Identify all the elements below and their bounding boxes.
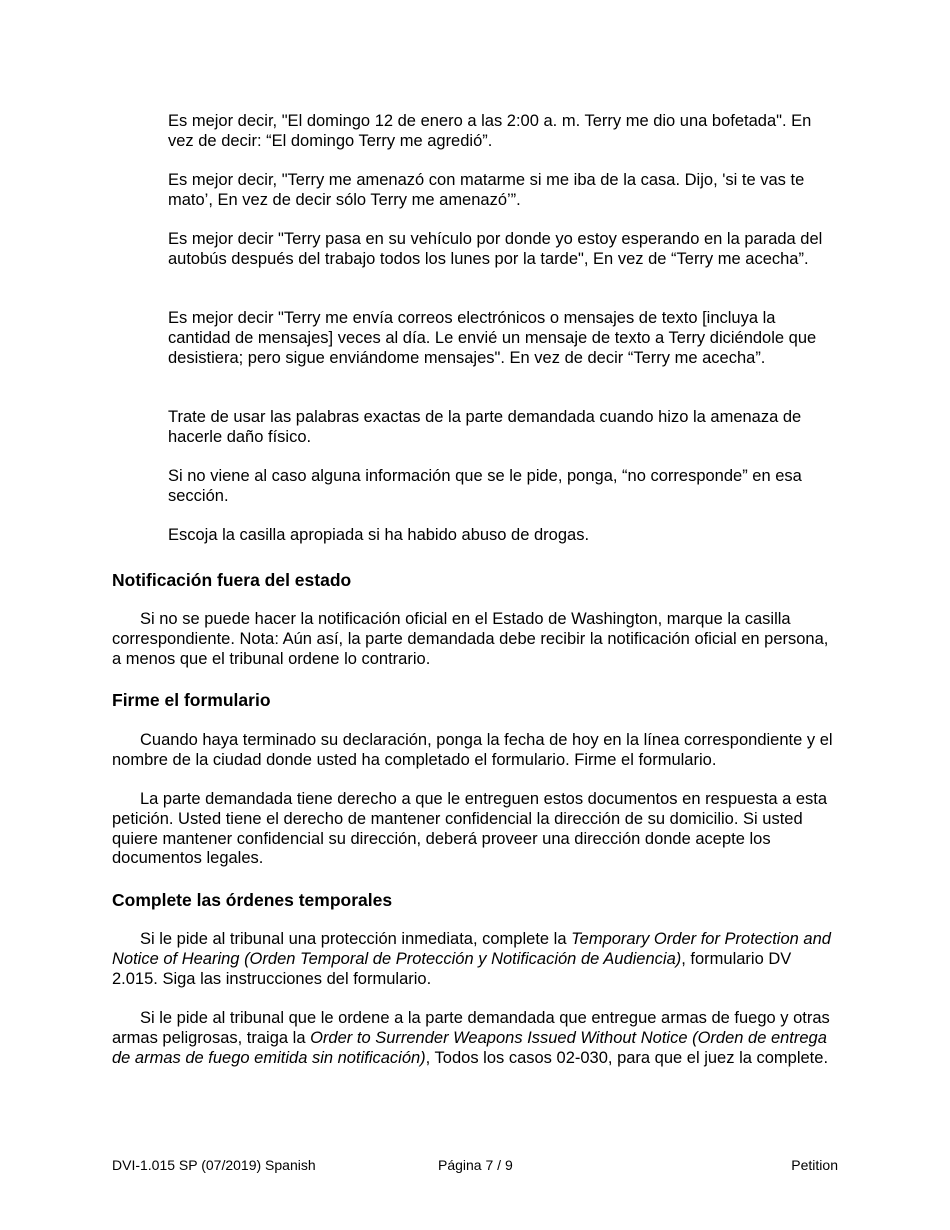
example-paragraph: Es mejor decir "Terry me envía correos electrónicos o mensajes de texto [incluya la cantidad de mensajes] veces al día. Le envié un mensaje de texto a Terry diciéndole que desistiera; pero sigue enviándome mensajes". En vez de decir “Terry me acecha”.	[168, 309, 817, 367]
temporary-order-paragraph-2: Si le pide al tribunal que le ordene a la parte demandada que entregue armas de fuego y otras armas peligrosas, traiga la Order to Surrender Weapons Issued Without Notice (Orden de entrega de armas de fuego emitida sin notificación), Todos los casos 02-030, para que el juez la complete.	[112, 1009, 830, 1067]
sign-paragraph-2: La parte demandada tiene derecho a que le entreguen estos documentos en respuesta a esta petición. Usted tiene el derecho de mantener confidencial la dirección de su domicilio. Si usted quiere mantener confidencial su dirección, deberá proveer una dirección donde acepte los documentos legales.	[112, 790, 828, 868]
instruction-paragraph: Trate de usar las palabras exactas de la parte demandada cuando hizo la amenaza de hacerle daño físico.	[168, 408, 802, 446]
instruction-paragraph: Escoja la casilla apropiada si ha habido abuso de drogas.	[168, 526, 590, 544]
section-heading-out-of-state: Notificación fuera del estado	[112, 570, 352, 590]
instruction-paragraph: Si no viene al caso alguna información que se le pide, ponga, “no corresponde” en esa sección.	[168, 467, 802, 505]
sign-paragraph-1: Cuando haya terminado su declaración, ponga la fecha de hoy en la línea correspondiente y el nombre de la ciudad donde usted ha completado el formulario. Firme el formulario.	[112, 731, 833, 769]
footer-page-number: Página 7 / 9	[438, 1157, 513, 1173]
out-of-state-paragraph: Si no se puede hacer la notificación oficial en el Estado de Washington, marque la casilla correspondiente. Nota: Aún así, la parte demandada debe recibir la notificación oficial en persona, a menos que el tribunal ordene lo contrario.	[112, 610, 829, 668]
form-title-surrender-weapons: Order to Surrender Weapons Issued Without Notice (Orden de entrega de armas de fuego emitida sin notificación)	[112, 1028, 827, 1067]
section-heading-sign: Firme el formulario	[112, 690, 271, 710]
example-paragraph: Es mejor decir, "Terry me amenazó con matarme si me iba de la casa. Dijo, 'si te vas te mato’, En vez de decir sólo Terry me amenazó’”.	[168, 171, 805, 209]
example-paragraph: Es mejor decir, "El domingo 12 de enero a las 2:00 a. m. Terry me dio una bofetada". En vez de decir: “El domingo Terry me agredió”.	[168, 112, 812, 150]
temporary-order-paragraph-1: Si le pide al tribunal una protección inmediata, complete la Temporary Order for Protection and Notice of Hearing (Orden Temporal de Protección y Notificación de Audiencia), formulario DV 2.015. Siga las instrucciones del formulario.	[112, 930, 831, 988]
section-heading-temporary-orders: Complete las órdenes temporales	[112, 890, 393, 910]
example-paragraph: Es mejor decir "Terry pasa en su vehículo por donde yo estoy esperando en la parada del autobús después del trabajo todos los lunes por la tarde", En vez de “Terry me acecha”.	[168, 230, 823, 268]
footer-form-id: DVI-1.015 SP (07/2019) Spanish	[112, 1157, 316, 1173]
footer-title: Petition	[791, 1157, 838, 1173]
form-title-temporary-order: Temporary Order for Protection and Notice of Hearing (Orden Temporal de Protección y Notificación de Audiencia)	[112, 930, 831, 968]
